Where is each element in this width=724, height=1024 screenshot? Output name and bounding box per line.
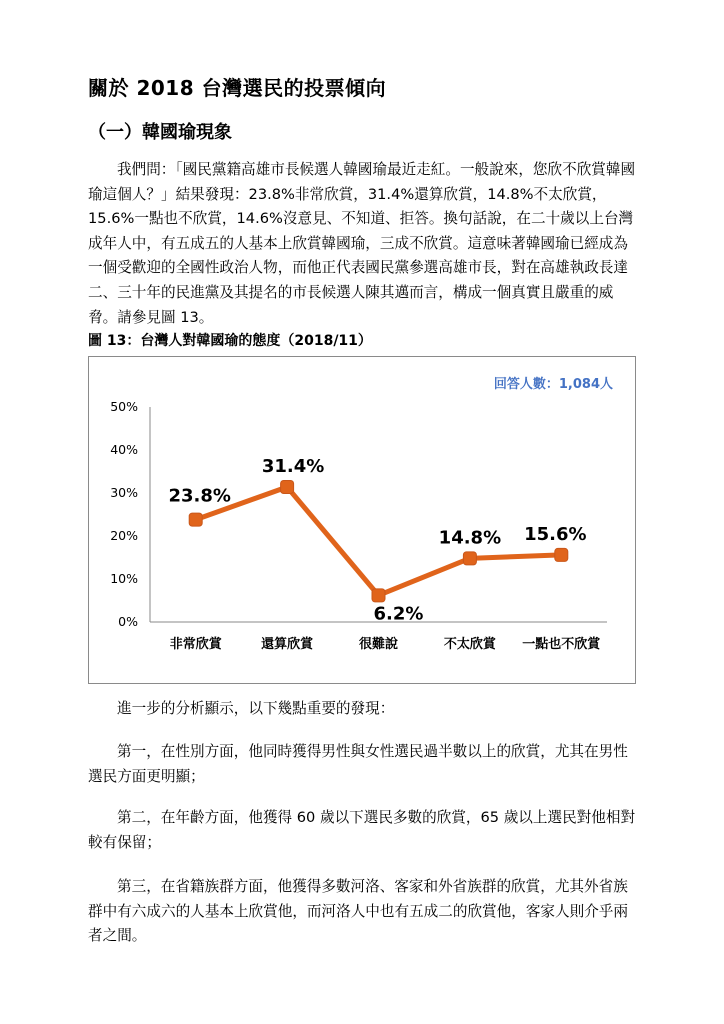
data-point-marker [281, 480, 294, 493]
y-tick-label: 30% [110, 485, 138, 500]
data-point-marker [372, 589, 385, 602]
data-label: 14.8% [438, 527, 502, 549]
respondent-count: 回答人數：1,084人 [493, 377, 613, 392]
series-line [196, 487, 562, 595]
y-tick-label: 40% [110, 442, 138, 457]
category-label-group [170, 636, 602, 652]
y-tick-label: 50% [110, 399, 138, 414]
paragraph-intro: 我們問：「國民黨籍高雄市長候選人韓國瑜最近走紅。一般說來，您欣不欣賞韓國瑜這個人？」結果發現：23.8%非常欣賞，31.4%還算欣賞，14.8%不太欣賞，15.6%一點也不欣賞，14.6%沒意見、不知道、拒答。換句話說，在二十歲以上台灣成年人中，有五成五的人基本上欣賞韓國瑜，三成不欣賞。這意味著韓國瑜已經成為一個受歡迎的全國性政治人物，而他正代表國民黨參選高雄市長，對在高雄執政長達二、三十年的民進黨及其提名的市長候選人陳其邁而言，構成一個真實且嚴重的威脅。請參見圖 13。 [88, 161, 636, 326]
data-point-marker [555, 548, 568, 561]
category-label: 非常欣賞 [169, 637, 222, 652]
paragraph-ethnicity: 第三，在省籍族群方面，他獲得多數河洛、客家和外省族群的欣賞，尤其外省族群中有六成六的人基本上欣賞他，而河洛人中也有五成二的欣賞他，客家人則介乎兩者之間。 [88, 878, 628, 945]
y-tick-label: 20% [110, 528, 138, 543]
data-label: 31.4% [261, 455, 325, 477]
y-tick-label: 0% [118, 614, 138, 629]
paragraph-age: 第二，在年齡方面，他獲得 60 歲以下選民多數的欣賞，65 歲以上選民對他相對較有保留； [88, 809, 636, 851]
data-point-marker [189, 513, 202, 526]
line-chart [88, 356, 636, 684]
category-label: 一點也不欣賞 [522, 637, 601, 652]
paragraph-findings-intro: 進一步的分析顯示，以下幾點重要的發現： [117, 700, 395, 717]
subsection-heading: （一）韓國瑜現象 [88, 122, 232, 143]
marker-group [189, 480, 568, 601]
data-label: 15.6% [524, 523, 587, 545]
category-label: 還算欣賞 [261, 637, 314, 652]
data-label: 6.2% [373, 603, 424, 625]
data-point-marker [463, 552, 476, 565]
paragraph-gender: 第一，在性別方面，他同時獲得男性與女性選民過半數以上的欣賞，尤其在男性選民方面更明顯； [88, 743, 628, 785]
section-heading: 關於 2018 台灣選民的投票傾向 [88, 76, 387, 100]
chart-svg [89, 357, 637, 685]
data-label: 23.8% [168, 485, 231, 507]
y-tick-group [110, 399, 138, 629]
category-label: 很難說 [358, 637, 399, 652]
y-tick-label: 10% [110, 571, 138, 586]
category-label: 不太欣賞 [443, 637, 496, 652]
figure-caption: 圖 13：台灣人對韓國瑜的態度（2018/11） [88, 333, 372, 349]
